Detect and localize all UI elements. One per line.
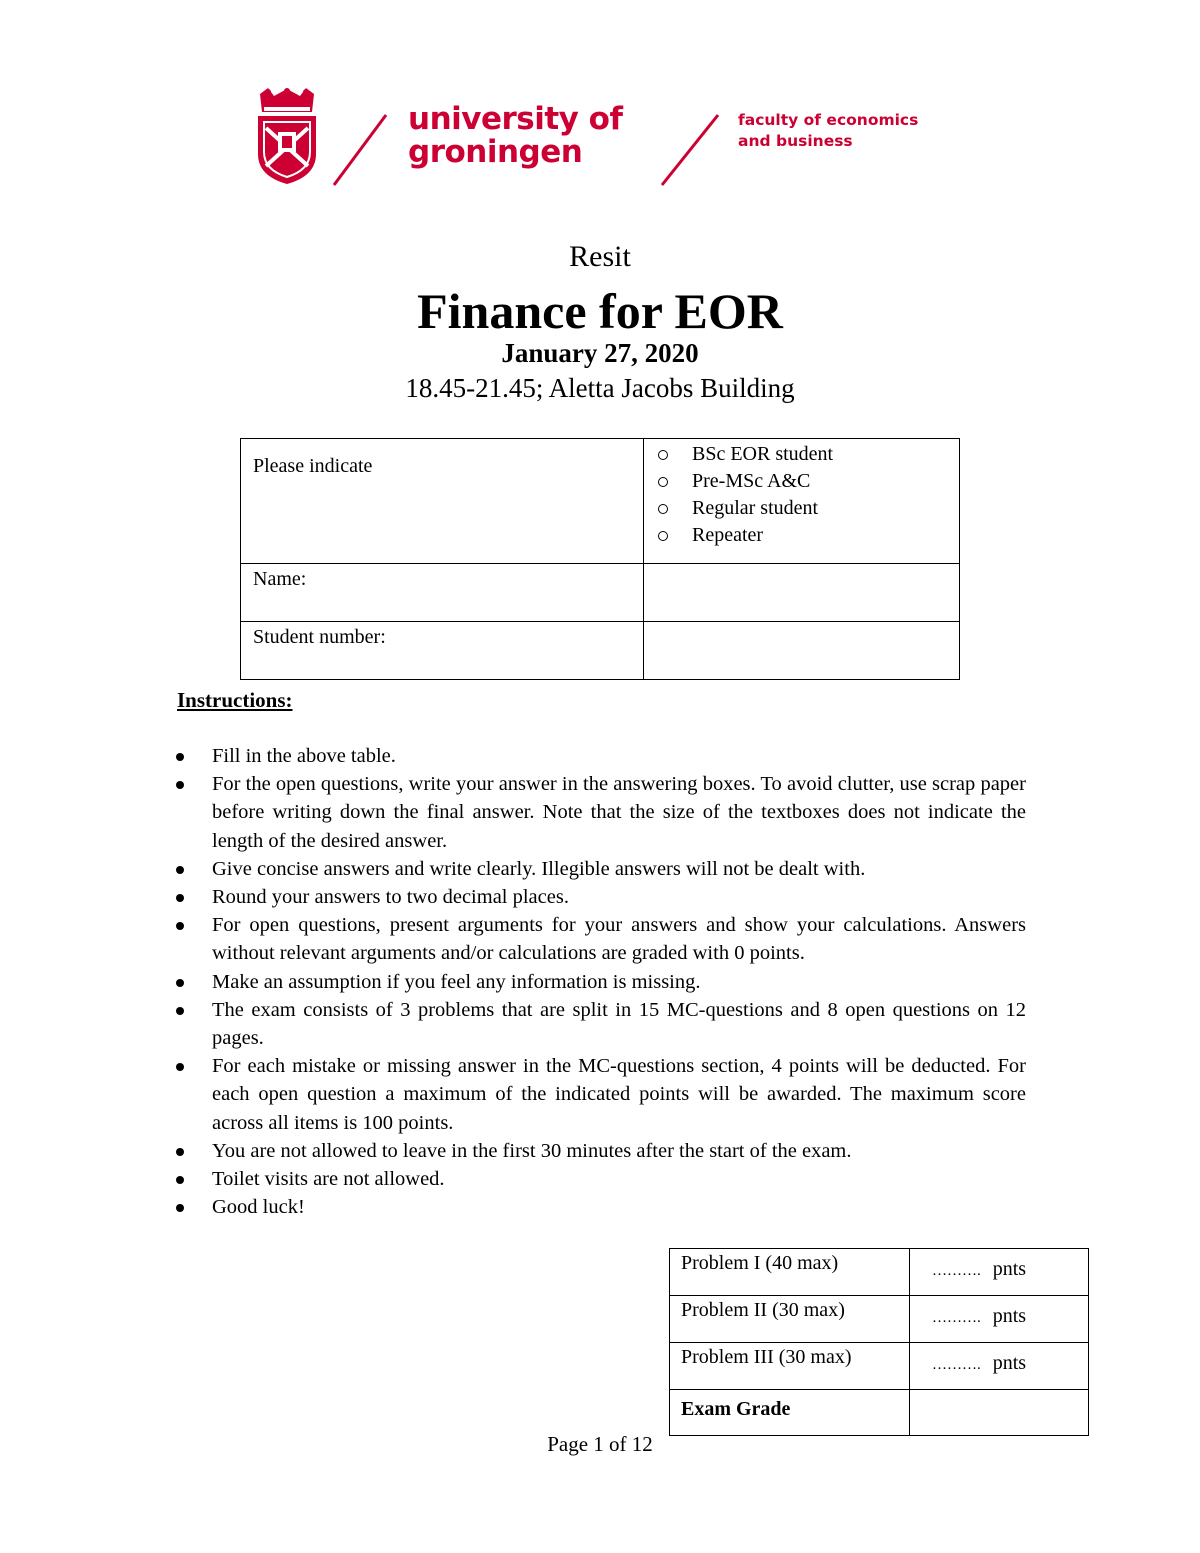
problem-score-field[interactable] [910,1343,1089,1390]
bullet-icon [176,866,184,874]
option-label: BSc EOR student [692,443,834,465]
problem-label: Problem III (30 max) [670,1343,910,1390]
score-row [670,1343,1089,1390]
instruction-item [170,911,1026,967]
score-row [670,1296,1089,1343]
instruction-text: The exam consists of 3 problems that are split in 15 MC-questions and 8 open questions on 12 pages. [212,998,1026,1050]
instruction-item [170,742,1026,770]
instruction-text: Make an assumption if you feel any information is missing. [212,970,701,993]
score-unit: pnts [992,1305,1027,1327]
option-bsc-eor[interactable] [658,441,959,468]
faculty-name-line2: and business [738,132,853,150]
problem-score-field[interactable] [910,1296,1089,1343]
university-name [408,103,622,169]
exam-date: January 27, 2020 [501,338,699,368]
instruction-text: Give concise answers and write clearly. Illegible answers will not be dealt with. [212,857,866,880]
exam-grade-field[interactable] [910,1390,1089,1436]
divider-slash [658,112,722,188]
grade-row [670,1390,1089,1436]
score-dots: ………. [932,1357,981,1373]
instruction-item [170,1165,1026,1193]
radio-circle-icon[interactable] [658,504,668,514]
divider-slash [330,112,390,188]
instruction-item [170,1052,1026,1137]
exam-type: Resit [569,240,631,273]
student-info-table [240,438,960,680]
option-label: Pre-MSc A&C [692,470,811,492]
instruction-text: For the open questions, write your answer in the answering boxes. To avoid clutter, use scrap paper before writing down the final answer. Note that the size of the textboxes does not indicate the length of the desired answer. [212,773,1026,852]
instruction-item [170,770,1026,855]
instruction-text: For open questions, present arguments for your answers and show your calculations. Answers without relevant arguments and/or calculations are graded with 0 points. [212,914,1026,965]
option-regular-student[interactable] [658,495,959,522]
student-number-field[interactable] [644,622,960,680]
bullet-icon [176,922,184,930]
problem-label: Problem II (30 max) [670,1296,910,1343]
instruction-text: You are not allowed to leave in the first 30 minutes after the start of the exam. [212,1139,852,1162]
bullet-icon [176,1148,184,1156]
university-name-line2: groningen [408,134,583,170]
student-number-label: Student number: [241,622,644,680]
name-label: Name: [241,564,644,622]
score-row [670,1249,1089,1296]
option-label: Repeater [692,524,764,546]
score-unit: pnts [992,1352,1027,1374]
faculty-name-line1: faculty of economics [738,111,919,129]
bullet-icon [176,1176,184,1184]
score-table [669,1248,1089,1436]
bullet-icon [176,894,184,902]
instruction-item [170,883,1026,911]
bullet-icon [176,781,184,789]
course-title: Finance for EOR [417,283,783,339]
radio-circle-icon[interactable] [658,531,668,541]
instructions-list [170,742,1026,1221]
score-dots: ………. [932,1310,981,1326]
option-pre-msc[interactable] [658,468,959,495]
bullet-icon [176,1007,184,1015]
bullet-icon [176,753,184,761]
instruction-item [170,1137,1026,1165]
indicate-label: Please indicate [241,439,644,564]
instruction-text: Round your answers to two decimal places. [212,886,569,909]
instruction-item [170,1193,1026,1221]
university-name-line1: university of [408,101,623,137]
exam-grade-label: Exam Grade [670,1390,910,1436]
score-dots: ………. [932,1263,981,1279]
option-label: Regular student [692,497,819,519]
instruction-text: Good luck! [212,1196,305,1219]
bullet-icon [176,979,184,987]
page-number: Page 1 of 12 [547,1432,653,1456]
bullet-icon [176,1204,184,1212]
score-unit: pnts [992,1258,1027,1280]
instruction-text: For each mistake or missing answer in the MC-questions section, 4 points will be deducted. For each open question a maximum of the indicated points will be awarded. The maximum score across all items is 100 points. [212,1055,1026,1134]
problem-score-field[interactable] [910,1249,1089,1296]
instruction-item [170,996,1026,1052]
problem-label: Problem I (40 max) [670,1249,910,1296]
option-repeater[interactable] [658,522,959,549]
faculty-name [738,110,918,152]
instruction-text: Toilet visits are not allowed. [212,1168,445,1191]
exam-time-location: 18.45-21.45; Aletta Jacobs Building [405,373,795,403]
instruction-item [170,968,1026,996]
bullet-icon [176,1063,184,1071]
radio-circle-icon[interactable] [658,450,668,460]
instruction-text: Fill in the above table. [212,745,396,767]
instruction-item [170,855,1026,883]
instructions-heading: Instructions: [177,688,293,712]
name-field[interactable] [644,564,960,622]
radio-circle-icon[interactable] [658,477,668,487]
university-crest-logo [254,88,320,184]
student-type-options [644,439,960,564]
